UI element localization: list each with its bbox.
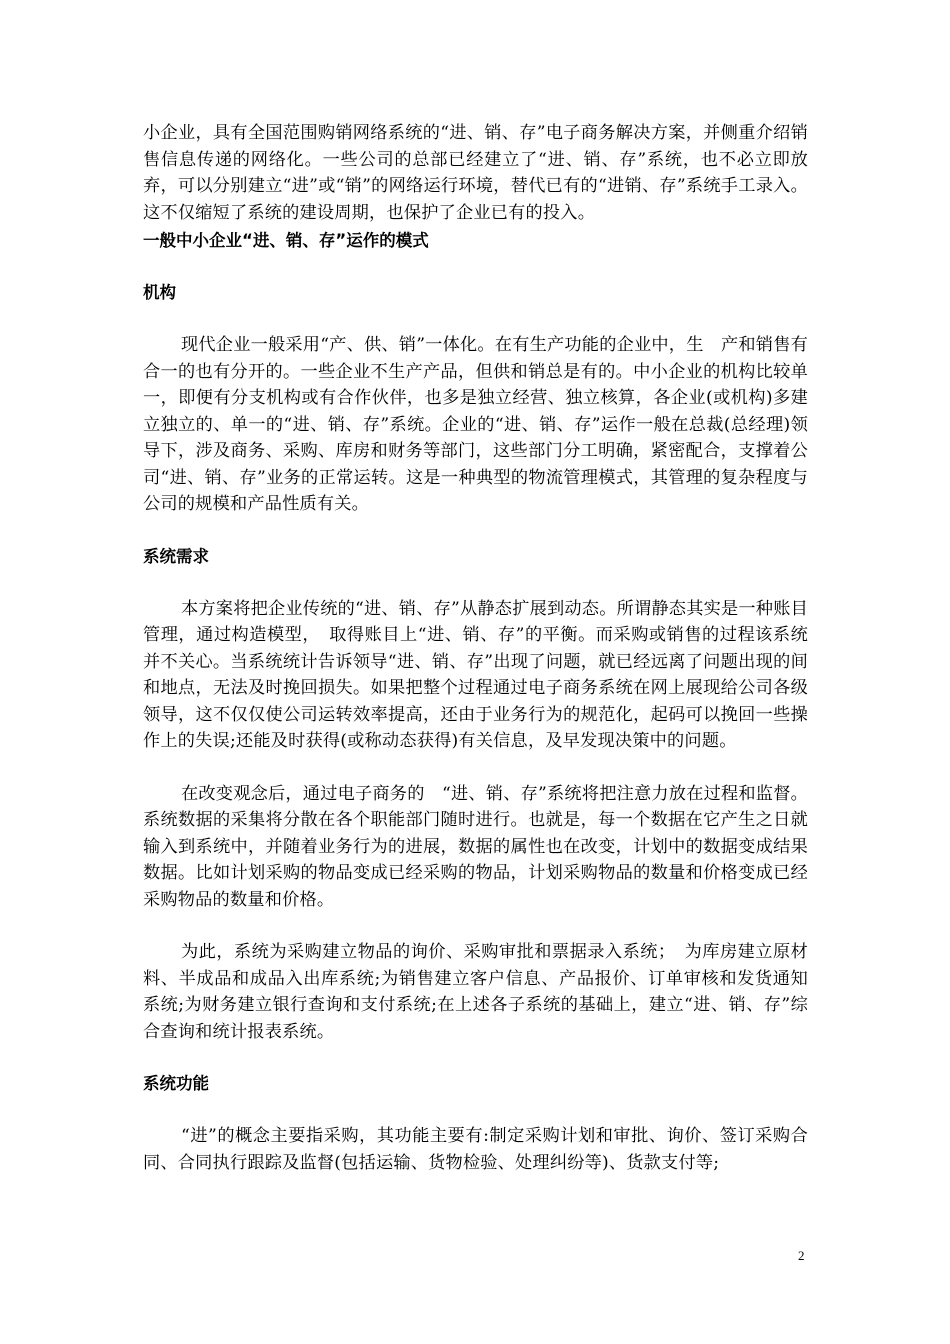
heading-system-requirements: 系统需求 xyxy=(143,546,209,566)
heading-system-functions: 系统功能 xyxy=(143,1074,209,1093)
paragraph-requirements-3: 为此，系统为采购建立物品的询价、采购审批和票据录入系统； 为库房建立原材料、半成品和成品入出库系统;为销售建立客户信息、产品报价、订单审核和发货通知系统;为财务建立银行查询和支付系统;在上述各子系统的基础上，建立“进、销、存”综合查询和统计报表系统。 xyxy=(143,942,808,1042)
section-title: 一般中小企业“进、销、存”运作的模式 xyxy=(143,231,429,250)
heading-organization: 机构 xyxy=(143,283,176,302)
paragraph-requirements-1: 本方案将把企业传统的“进、销、存”从静态扩展到动态。所谓静态其实是一种账目管理，通过构造模型， 取得账目上“进、销、存”的平衡。而采购或销售的过程该系统并不关心。当系统统计告诉领导“进、销、存”出现了问题，就已经远离了问题出现的间和地点，无法及时挽回损失。如果把整个过程通过电子商务系统在网上展现给公司各级领导，这不仅仅使公司运转效率提高，还由于业务行为的规范化，起码可以挽回一些操作上的失误;还能及时获得(或称动态获得)有关信息，及早发现决策中的问题。 xyxy=(143,598,808,751)
paragraph-functions-1: “进”的概念主要指采购，其功能主要有:制定采购计划和审批、询价、签订采购合同、合同执行跟踪及监督(包括运输、货物检验、处理纠纷等)、货款支付等; xyxy=(143,1126,808,1173)
page-number: 2 xyxy=(798,1248,805,1263)
page-content xyxy=(143,120,808,1176)
intro-paragraph: 小企业，具有全国范围购销网络系统的“进、销、存”电子商务解决方案，并侧重介绍销售信息传递的网络化。一些公司的总部已经建立了“进、销、存”系统，也不必立即放弃，可以分别建立“进”或“销”的网络运行环境，替代已有的“进销、存”系统手工录入。这不仅缩短了系统的建设周期，也保护了企业已有的投入。 xyxy=(143,123,808,223)
paragraph-requirements-2: 在改变观念后，通过电子商务的 “进、销、存”系统将把注意力放在过程和监督。系统数据的采集将分散在各个职能部门随时进行。也就是，每一个数据在它产生之日就输入到系统中，并随着业务行为的进展，数据的属性也在改变，计划中的数据变成结果数据。比如计划采购的物品变成已经采购的物品，计划采购物品的数量和价格变成已经采购物品的数量和价格。 xyxy=(143,783,808,910)
paragraph-organization: 现代企业一般采用“产、供、销”一体化。在有生产功能的企业中，生 产和销售有合一的也有分开的。一些企业不生产产品，但供和销总是有的。中小企业的机构比较单一，即便有分支机构或有合作伙伴，也多是独立经营、独立核算，各企业(或机构)多建立独立的、单一的“进、销、存”系统。企业的“进、销、存”运作一般在总裁(总经理)领导下，涉及商务、采购、库房和财务等部门，这些部门分工明确，紧密配合，支撑着公司“进、销、存”业务的正常运转。这是一种典型的物流管理模式，其管理的复杂程度与公司的规模和产品性质有关。 xyxy=(143,335,808,514)
